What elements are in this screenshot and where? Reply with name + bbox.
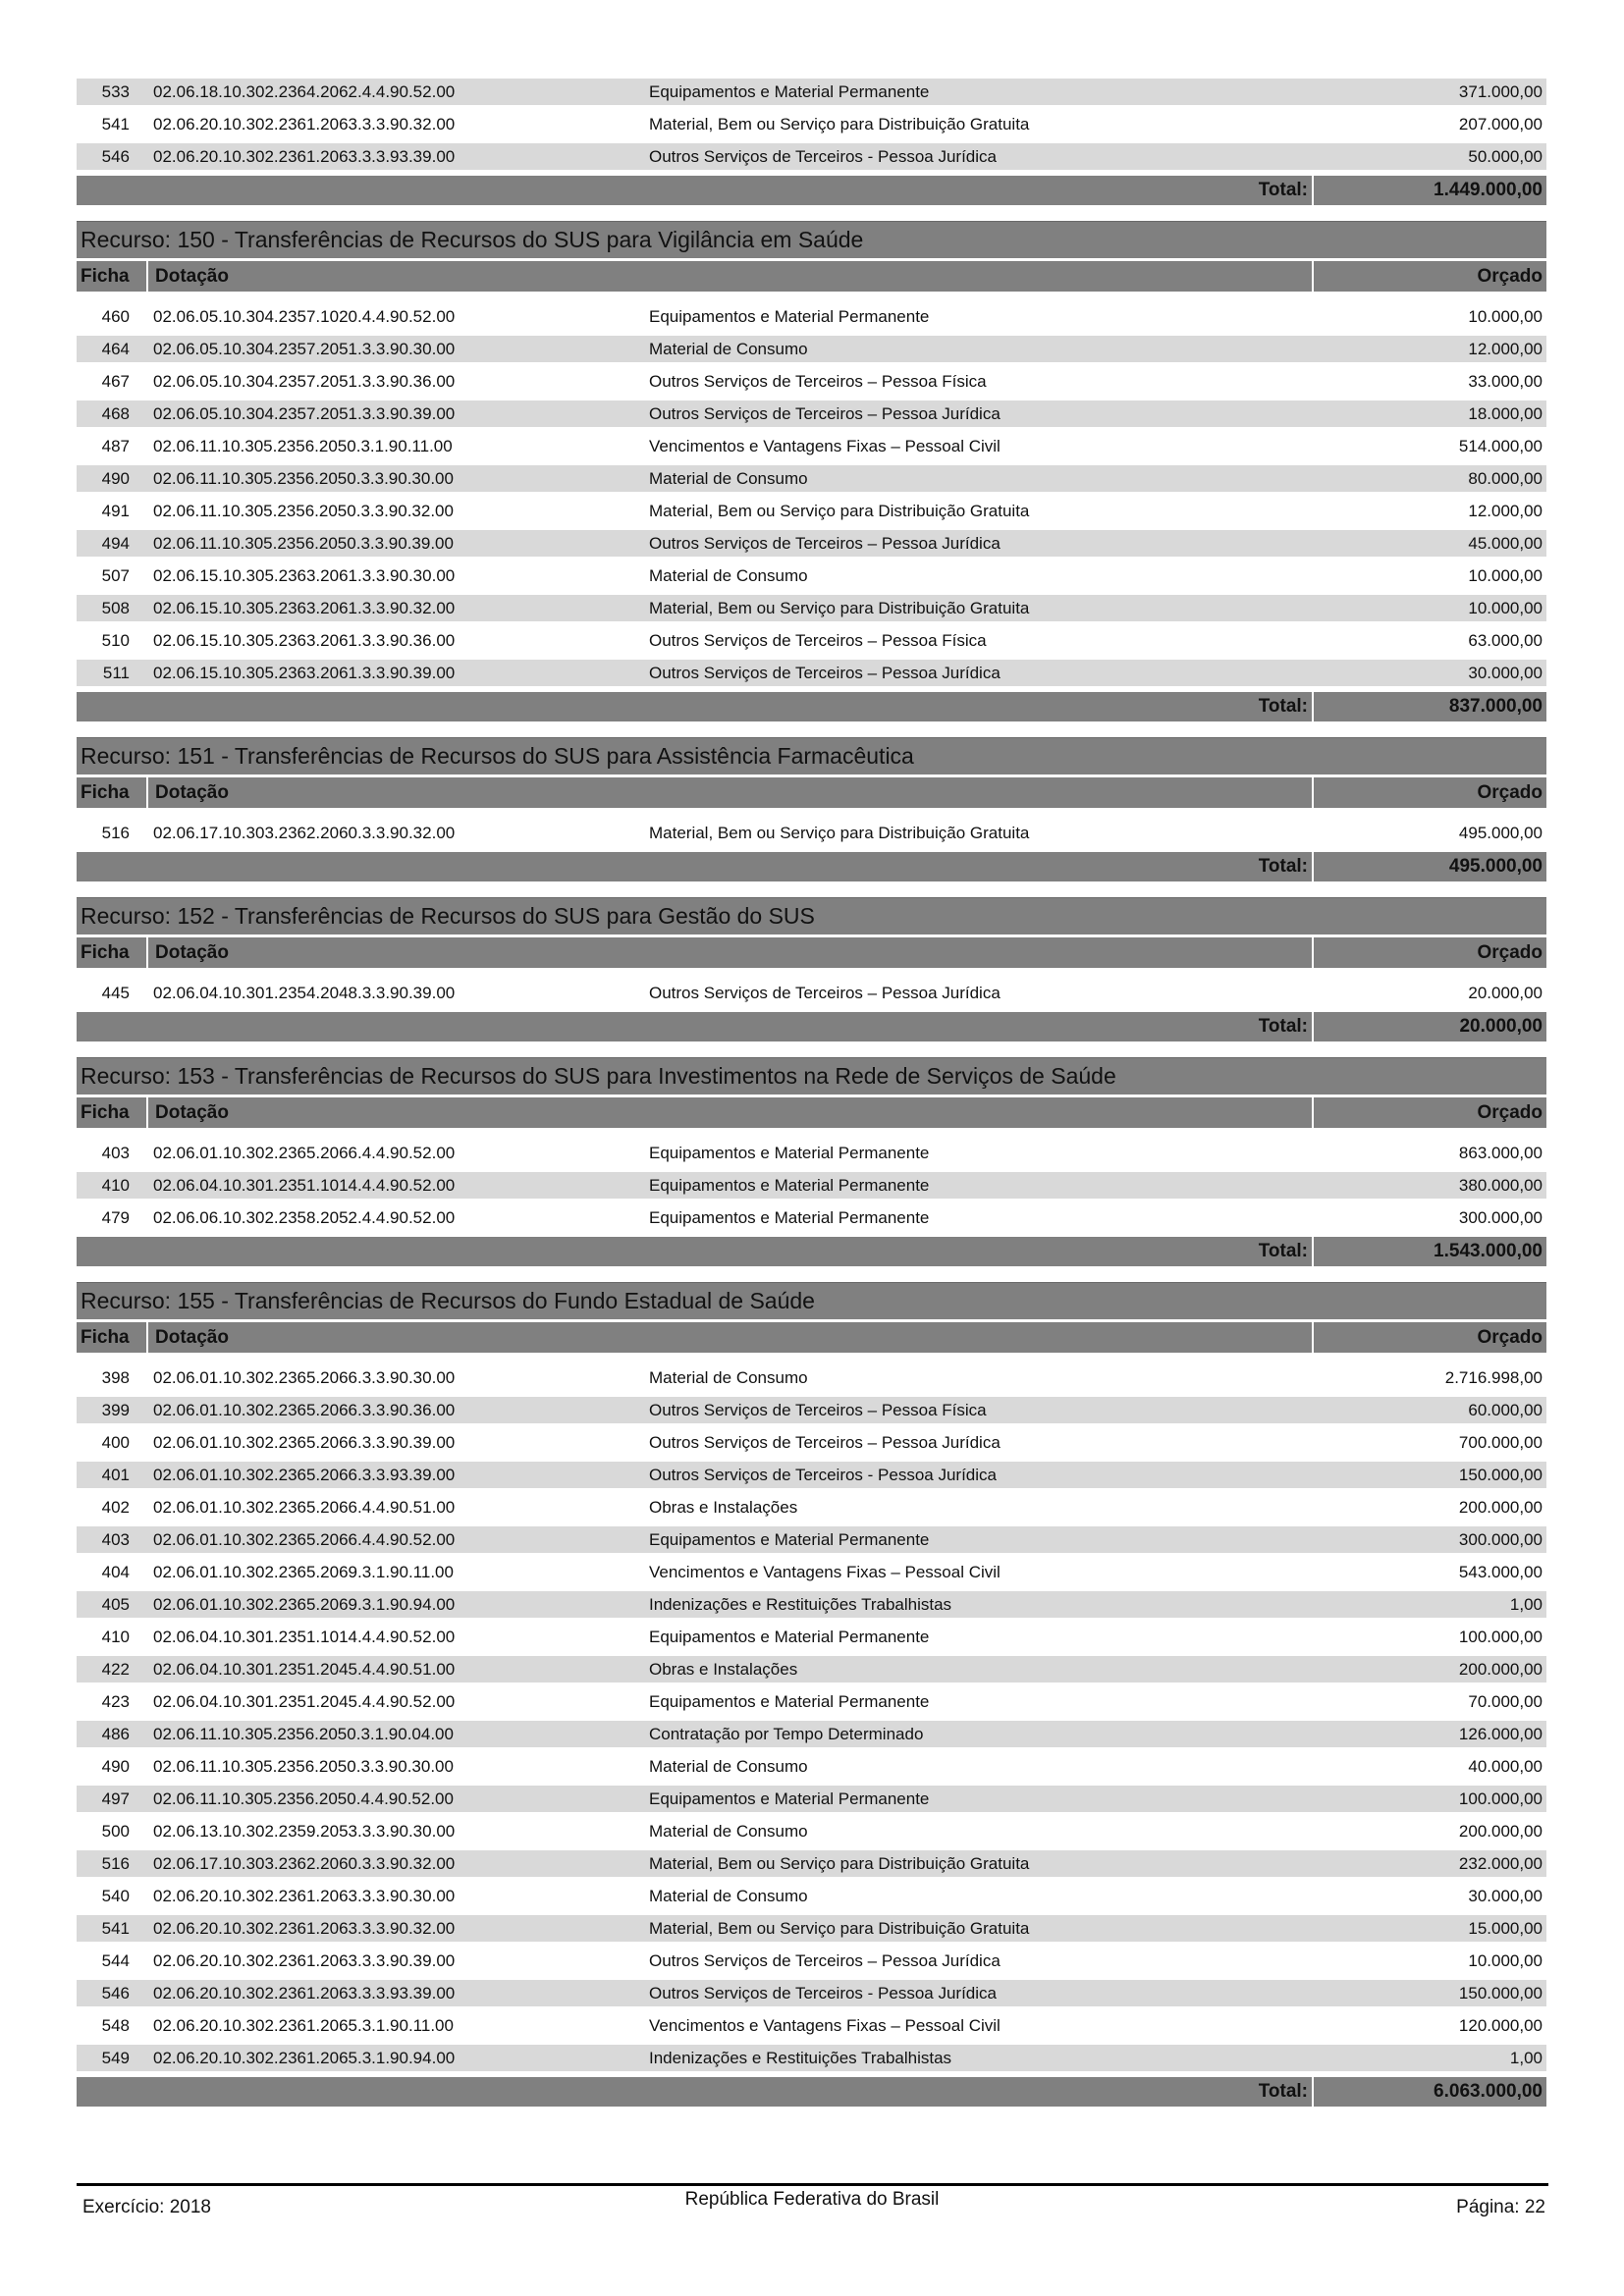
orcado-cell: 70.000,00 — [1468, 1692, 1543, 1711]
table-row — [77, 498, 1546, 524]
orcado-cell: 40.000,00 — [1468, 1757, 1543, 1776]
ficha-cell: 549 — [101, 2049, 130, 2067]
dotacao-cell: 02.06.01.10.302.2365.2066.4.4.90.52.00 — [153, 1144, 456, 1162]
recurso-name: 150 - Transferências de Recursos do SUS para Vigilância em Saúde — [177, 227, 864, 252]
dotacao-cell: 02.06.01.10.302.2365.2066.4.4.90.52.00 — [153, 1530, 456, 1549]
total-row — [77, 2077, 1546, 2107]
descricao-cell: Outros Serviços de Terceiros – Pessoa Jurídica — [649, 664, 1001, 682]
descricao-cell: Outros Serviços de Terceiros – Pessoa Jurídica — [649, 984, 1001, 1002]
total-row — [77, 692, 1546, 721]
header-orcado: Orçado — [1477, 1327, 1543, 1348]
header-orcado: Orçado — [1477, 942, 1543, 963]
ficha-cell: 541 — [101, 115, 130, 133]
dotacao-cell: 02.06.11.10.305.2356.2050.4.4.90.52.00 — [153, 1789, 454, 1808]
descricao-cell: Outros Serviços de Terceiros – Pessoa Física — [649, 631, 987, 650]
table-row — [77, 562, 1546, 589]
orcado-cell: 1,00 — [1509, 1595, 1543, 1614]
dotacao-cell: 02.06.20.10.302.2361.2063.3.3.90.39.00 — [153, 1951, 456, 1970]
descricao-cell: Obras e Instalações — [649, 1660, 798, 1679]
dotacao-cell: 02.06.11.10.305.2356.2050.3.1.90.11.00 — [153, 437, 453, 455]
ficha-cell: 491 — [101, 502, 130, 520]
recurso-prefix: Recurso: — [81, 743, 178, 769]
column-separator — [146, 1322, 148, 1353]
dotacao-cell: 02.06.17.10.303.2362.2060.3.3.90.32.00 — [153, 1854, 456, 1873]
orcado-cell: 200.000,00 — [1458, 1822, 1543, 1841]
orcado-cell: 100.000,00 — [1458, 1628, 1543, 1646]
recurso-prefix: Recurso: — [81, 1063, 178, 1089]
header-orcado: Orçado — [1477, 1102, 1543, 1123]
total-value: 1.449.000,00 — [1434, 180, 1543, 200]
total-label: Total: — [1258, 180, 1308, 200]
dotacao-cell: 02.06.20.10.302.2361.2065.3.1.90.11.00 — [153, 2016, 454, 2035]
dotacao-cell: 02.06.15.10.305.2363.2061.3.3.90.36.00 — [153, 631, 456, 650]
descricao-cell: Material, Bem ou Serviço para Distribuição Gratuita — [649, 1919, 1030, 1938]
dotacao-cell: 02.06.11.10.305.2356.2050.3.3.90.39.00 — [153, 534, 454, 553]
header-ficha: Ficha — [81, 782, 130, 803]
dotacao-cell: 02.06.11.10.305.2356.2050.3.3.90.30.00 — [153, 469, 454, 488]
total-row — [77, 1012, 1546, 1041]
table-row — [77, 595, 1546, 621]
table-row — [77, 1526, 1546, 1553]
descricao-cell: Material, Bem ou Serviço para Distribuição Gratuita — [649, 599, 1030, 617]
table-row — [77, 820, 1546, 846]
dotacao-cell: 02.06.01.10.302.2365.2069.3.1.90.94.00 — [153, 1595, 456, 1614]
header-dotacao: Dotação — [155, 1327, 229, 1348]
orcado-cell: 120.000,00 — [1458, 2016, 1543, 2035]
descricao-cell: Outros Serviços de Terceiros – Pessoa Jurídica — [649, 534, 1001, 553]
column-header — [77, 777, 1546, 808]
section-gap — [77, 881, 1546, 897]
dotacao-cell: 02.06.01.10.302.2365.2069.3.1.90.11.00 — [153, 1563, 454, 1581]
ficha-cell: 490 — [101, 1757, 130, 1776]
descricao-cell: Contratação por Tempo Determinado — [649, 1725, 924, 1743]
descricao-cell: Outros Serviços de Terceiros – Pessoa Jurídica — [649, 1951, 1001, 1970]
recurso-name: 155 - Transferências de Recursos do Fundo Estadual de Saúde — [177, 1288, 815, 1313]
ficha-cell: 516 — [101, 1854, 130, 1873]
orcado-cell: 18.000,00 — [1468, 404, 1543, 423]
ficha-cell: 490 — [101, 469, 130, 488]
table-row — [77, 530, 1546, 557]
dotacao-cell: 02.06.20.10.302.2361.2063.3.3.90.32.00 — [153, 115, 456, 133]
table-row — [77, 1721, 1546, 1747]
orcado-cell: 15.000,00 — [1468, 1919, 1543, 1938]
orcado-cell: 30.000,00 — [1468, 664, 1543, 682]
total-label: Total: — [1258, 856, 1308, 877]
dotacao-cell: 02.06.20.10.302.2361.2065.3.1.90.94.00 — [153, 2049, 456, 2067]
recurso-title — [77, 737, 1546, 774]
table-row — [77, 2012, 1546, 2039]
dotacao-cell: 02.06.11.10.305.2356.2050.3.3.90.30.00 — [153, 1757, 454, 1776]
orcado-cell: 12.000,00 — [1468, 340, 1543, 358]
orcado-cell: 543.000,00 — [1458, 1563, 1543, 1581]
ficha-cell: 510 — [101, 631, 130, 650]
header-ficha: Ficha — [81, 266, 130, 287]
descricao-cell: Equipamentos e Material Permanente — [649, 1176, 930, 1195]
orcado-cell: 10.000,00 — [1468, 599, 1543, 617]
descricao-cell: Material, Bem ou Serviço para Distribuição Gratuita — [649, 824, 1030, 842]
table-row — [77, 1688, 1546, 1715]
orcado-cell: 126.000,00 — [1458, 1725, 1543, 1743]
ficha-cell: 511 — [102, 664, 130, 682]
recurso-title — [77, 1057, 1546, 1095]
ficha-cell: 464 — [101, 340, 130, 358]
descricao-cell: Equipamentos e Material Permanente — [649, 82, 930, 101]
table-row — [77, 400, 1546, 427]
ficha-cell: 516 — [101, 824, 130, 842]
total-value: 1.543.000,00 — [1434, 1241, 1543, 1261]
column-header — [77, 261, 1546, 292]
dotacao-cell: 02.06.01.10.302.2365.2066.4.4.90.51.00 — [153, 1498, 456, 1517]
ficha-cell: 507 — [101, 566, 130, 585]
table-row — [77, 1948, 1546, 1974]
ficha-cell: 404 — [101, 1563, 130, 1581]
orcado-cell: 700.000,00 — [1458, 1433, 1543, 1452]
footer-title: República Federativa do Brasil — [684, 2189, 940, 2210]
total-value: 837.000,00 — [1448, 696, 1543, 717]
ficha-cell: 467 — [101, 372, 130, 391]
dotacao-cell: 02.06.05.10.304.2357.2051.3.3.90.30.00 — [153, 340, 456, 358]
dotacao-cell: 02.06.05.10.304.2357.1020.4.4.90.52.00 — [153, 307, 456, 326]
footer-page-number: Página: 22 — [1456, 2197, 1545, 2217]
descricao-cell: Vencimentos e Vantagens Fixas – Pessoal Civil — [649, 2016, 1001, 2035]
descricao-cell: Equipamentos e Material Permanente — [649, 1208, 930, 1227]
ficha-cell: 479 — [101, 1208, 130, 1227]
descricao-cell: Equipamentos e Material Permanente — [649, 307, 930, 326]
descricao-cell: Outros Serviços de Terceiros – Pessoa Física — [649, 1401, 987, 1419]
orcado-cell: 380.000,00 — [1458, 1176, 1543, 1195]
column-separator — [1312, 1322, 1314, 1353]
total-row — [77, 176, 1546, 205]
orcado-cell: 80.000,00 — [1468, 469, 1543, 488]
orcado-cell: 207.000,00 — [1458, 115, 1543, 133]
ficha-cell: 399 — [101, 1401, 130, 1419]
descricao-cell: Outros Serviços de Terceiros - Pessoa Jurídica — [649, 1984, 997, 2002]
total-label: Total: — [1258, 1016, 1308, 1037]
descricao-cell: Vencimentos e Vantagens Fixas – Pessoal Civil — [649, 437, 1001, 455]
column-separator — [1312, 937, 1314, 968]
table-row — [77, 627, 1546, 654]
table-row — [77, 303, 1546, 330]
table-row — [77, 660, 1546, 686]
table-row — [77, 1172, 1546, 1199]
orcado-cell: 200.000,00 — [1458, 1660, 1543, 1679]
column-header — [77, 937, 1546, 968]
orcado-cell: 12.000,00 — [1468, 502, 1543, 520]
total-value: 6.063.000,00 — [1434, 2081, 1543, 2102]
orcado-cell: 10.000,00 — [1468, 307, 1543, 326]
header-orcado: Orçado — [1477, 782, 1543, 803]
header-ficha: Ficha — [81, 942, 130, 963]
dotacao-cell: 02.06.20.10.302.2361.2063.3.3.90.30.00 — [153, 1887, 456, 1905]
descricao-cell: Equipamentos e Material Permanente — [649, 1692, 930, 1711]
descricao-cell: Vencimentos e Vantagens Fixas – Pessoal Civil — [649, 1563, 1001, 1581]
table-row — [77, 1462, 1546, 1488]
orcado-cell: 150.000,00 — [1458, 1984, 1543, 2002]
descricao-cell: Material de Consumo — [649, 566, 808, 585]
descricao-cell: Outros Serviços de Terceiros - Pessoa Jurídica — [649, 1466, 997, 1484]
table-row — [77, 2045, 1546, 2071]
table-row — [77, 111, 1546, 137]
orcado-cell: 371.000,00 — [1458, 82, 1543, 101]
descricao-cell: Outros Serviços de Terceiros – Pessoa Jurídica — [649, 404, 1001, 423]
recurso-section — [77, 205, 1546, 721]
orcado-cell: 2.716.998,00 — [1444, 1368, 1543, 1387]
table-row — [77, 1364, 1546, 1391]
recurso-section — [77, 1041, 1546, 1266]
dotacao-cell: 02.06.20.10.302.2361.2063.3.3.93.39.00 — [153, 147, 456, 166]
table-row — [77, 433, 1546, 459]
ficha-cell: 400 — [101, 1433, 130, 1452]
dotacao-cell: 02.06.01.10.302.2365.2066.3.3.90.36.00 — [153, 1401, 456, 1419]
descricao-cell: Equipamentos e Material Permanente — [649, 1628, 930, 1646]
table-row — [77, 1624, 1546, 1650]
ficha-cell: 548 — [101, 2016, 130, 2035]
table-row — [77, 1559, 1546, 1585]
ficha-cell: 533 — [101, 82, 130, 101]
table-row — [77, 1494, 1546, 1521]
section-gap — [77, 1041, 1546, 1057]
table-row — [77, 1818, 1546, 1844]
total-row — [77, 1237, 1546, 1266]
recurso-name: 152 - Transferências de Recursos do SUS para Gestão do SUS — [177, 903, 815, 929]
descricao-cell: Material de Consumo — [649, 469, 808, 488]
table-row — [77, 1429, 1546, 1456]
total-value: 495.000,00 — [1448, 856, 1543, 877]
dotacao-cell: 02.06.01.10.302.2365.2066.3.3.93.39.00 — [153, 1466, 456, 1484]
header-ficha: Ficha — [81, 1327, 130, 1348]
recurso-title — [77, 221, 1546, 258]
column-separator — [1312, 1237, 1314, 1266]
descricao-cell: Material de Consumo — [649, 1757, 808, 1776]
descricao-cell: Material de Consumo — [649, 1822, 808, 1841]
dotacao-cell: 02.06.05.10.304.2357.2051.3.3.90.36.00 — [153, 372, 456, 391]
ficha-cell: 405 — [101, 1595, 130, 1614]
orcado-cell: 50.000,00 — [1468, 147, 1543, 166]
footer-exercicio: Exercício: 2018 — [82, 2197, 211, 2217]
orcado-cell: 33.000,00 — [1468, 372, 1543, 391]
orcado-cell: 1,00 — [1509, 2049, 1543, 2067]
descricao-cell: Equipamentos e Material Permanente — [649, 1144, 930, 1162]
header-orcado: Orçado — [1477, 266, 1543, 287]
table-row — [77, 143, 1546, 170]
orcado-cell: 200.000,00 — [1458, 1498, 1543, 1517]
ficha-cell: 445 — [101, 984, 130, 1002]
column-separator — [1312, 1012, 1314, 1041]
descricao-cell: Equipamentos e Material Permanente — [649, 1789, 930, 1808]
ficha-cell: 398 — [101, 1368, 130, 1387]
table-row — [77, 1753, 1546, 1780]
dotacao-cell: 02.06.13.10.302.2359.2053.3.3.90.30.00 — [153, 1822, 456, 1841]
ficha-cell: 401 — [101, 1466, 130, 1484]
table-row — [77, 336, 1546, 362]
header-dotacao: Dotação — [155, 782, 229, 803]
orcado-cell: 150.000,00 — [1458, 1466, 1543, 1484]
dotacao-cell: 02.06.01.10.302.2365.2066.3.3.90.30.00 — [153, 1368, 456, 1387]
dotacao-cell: 02.06.04.10.301.2351.2045.4.4.90.52.00 — [153, 1692, 456, 1711]
total-label: Total: — [1258, 696, 1308, 717]
table-row — [77, 1591, 1546, 1618]
ficha-cell: 410 — [101, 1628, 130, 1646]
ficha-cell: 494 — [101, 534, 130, 553]
ficha-cell: 460 — [101, 307, 130, 326]
ficha-cell: 403 — [101, 1530, 130, 1549]
recurso-sections — [77, 205, 1546, 2107]
descricao-cell: Material de Consumo — [649, 340, 808, 358]
header-dotacao: Dotação — [155, 266, 229, 287]
column-separator — [146, 1097, 148, 1128]
dotacao-cell: 02.06.01.10.302.2365.2066.3.3.90.39.00 — [153, 1433, 456, 1452]
orcado-cell: 300.000,00 — [1458, 1208, 1543, 1227]
dotacao-cell: 02.06.06.10.302.2358.2052.4.4.90.52.00 — [153, 1208, 456, 1227]
column-separator — [1312, 777, 1314, 808]
dotacao-cell: 02.06.11.10.305.2356.2050.3.1.90.04.00 — [153, 1725, 454, 1743]
dotacao-cell: 02.06.18.10.302.2364.2062.4.4.90.52.00 — [153, 82, 456, 101]
dotacao-cell: 02.06.15.10.305.2363.2061.3.3.90.30.00 — [153, 566, 456, 585]
descricao-cell: Material, Bem ou Serviço para Distribuição Gratuita — [649, 502, 1030, 520]
dotacao-cell: 02.06.04.10.301.2351.2045.4.4.90.51.00 — [153, 1660, 456, 1679]
footer-divider — [77, 2183, 1548, 2186]
ficha-cell: 544 — [101, 1951, 130, 1970]
descricao-cell: Material de Consumo — [649, 1887, 808, 1905]
column-header — [77, 1097, 1546, 1128]
ficha-cell: 403 — [101, 1144, 130, 1162]
header-ficha: Ficha — [81, 1102, 130, 1123]
orcado-cell: 495.000,00 — [1458, 824, 1543, 842]
column-separator — [1312, 2077, 1314, 2107]
table-row — [77, 1786, 1546, 1812]
ficha-cell: 500 — [101, 1822, 130, 1841]
ficha-cell: 422 — [101, 1660, 130, 1679]
ficha-cell: 497 — [101, 1789, 130, 1808]
recurso-name: 153 - Transferências de Recursos do SUS para Investimentos na Rede de Serviços de Saúde — [177, 1063, 1116, 1089]
orcado-cell: 232.000,00 — [1458, 1854, 1543, 1873]
dotacao-cell: 02.06.11.10.305.2356.2050.3.3.90.32.00 — [153, 502, 454, 520]
section-gap — [77, 721, 1546, 737]
table-row — [77, 980, 1546, 1006]
recurso-section — [77, 1266, 1546, 2107]
recurso-section — [77, 881, 1546, 1041]
dotacao-cell: 02.06.04.10.301.2351.1014.4.4.90.52.00 — [153, 1176, 456, 1195]
table-row — [77, 368, 1546, 395]
orcado-cell: 514.000,00 — [1458, 437, 1543, 455]
orcado-cell: 300.000,00 — [1458, 1530, 1543, 1549]
ficha-cell: 423 — [101, 1692, 130, 1711]
table-row — [77, 1204, 1546, 1231]
continued-section — [77, 79, 1546, 205]
column-separator — [1312, 261, 1314, 292]
orcado-cell: 863.000,00 — [1458, 1144, 1543, 1162]
column-separator — [146, 261, 148, 292]
dotacao-cell: 02.06.17.10.303.2362.2060.3.3.90.32.00 — [153, 824, 456, 842]
descricao-cell: Indenizações e Restituições Trabalhistas — [649, 1595, 952, 1614]
ficha-cell: 486 — [101, 1725, 130, 1743]
orcado-cell: 45.000,00 — [1468, 534, 1543, 553]
column-separator — [1312, 176, 1314, 205]
total-label: Total: — [1258, 1241, 1308, 1261]
orcado-cell: 20.000,00 — [1468, 984, 1543, 1002]
table-row — [77, 1883, 1546, 1909]
table-row — [77, 465, 1546, 492]
table-row — [77, 1140, 1546, 1166]
ficha-cell: 487 — [101, 437, 130, 455]
total-label: Total: — [1258, 2081, 1308, 2102]
column-separator — [146, 777, 148, 808]
descricao-cell: Equipamentos e Material Permanente — [649, 1530, 930, 1549]
dotacao-cell: 02.06.20.10.302.2361.2063.3.3.93.39.00 — [153, 1984, 456, 2002]
orcado-cell: 63.000,00 — [1468, 631, 1543, 650]
ficha-cell: 508 — [101, 599, 130, 617]
header-dotacao: Dotação — [155, 1102, 229, 1123]
dotacao-cell: 02.06.20.10.302.2361.2063.3.3.90.32.00 — [153, 1919, 456, 1938]
orcado-cell: 10.000,00 — [1468, 566, 1543, 585]
descricao-cell: Material, Bem ou Serviço para Distribuição Gratuita — [649, 1854, 1030, 1873]
ficha-cell: 468 — [101, 404, 130, 423]
ficha-cell: 540 — [101, 1887, 130, 1905]
recurso-prefix: Recurso: — [81, 227, 178, 252]
orcado-cell: 30.000,00 — [1468, 1887, 1543, 1905]
orcado-cell: 60.000,00 — [1468, 1401, 1543, 1419]
total-value: 20.000,00 — [1459, 1016, 1543, 1037]
orcado-cell: 100.000,00 — [1458, 1789, 1543, 1808]
dotacao-cell: 02.06.15.10.305.2363.2061.3.3.90.32.00 — [153, 599, 456, 617]
table-row — [77, 1397, 1546, 1423]
descricao-cell: Material de Consumo — [649, 1368, 808, 1387]
descricao-cell: Material, Bem ou Serviço para Distribuição Gratuita — [649, 115, 1030, 133]
dotacao-cell: 02.06.05.10.304.2357.2051.3.3.90.39.00 — [153, 404, 456, 423]
ficha-cell: 546 — [101, 147, 130, 166]
descricao-cell: Outros Serviços de Terceiros – Pessoa Jurídica — [649, 1433, 1001, 1452]
budget-report — [77, 79, 1546, 2107]
table-row — [77, 1915, 1546, 1942]
descricao-cell: Outros Serviços de Terceiros - Pessoa Jurídica — [649, 147, 997, 166]
header-dotacao: Dotação — [155, 942, 229, 963]
table-row — [77, 1850, 1546, 1877]
recurso-section — [77, 721, 1546, 881]
orcado-cell: 10.000,00 — [1468, 1951, 1543, 1970]
recurso-prefix: Recurso: — [81, 903, 178, 929]
recurso-title — [77, 897, 1546, 934]
recurso-name: 151 - Transferências de Recursos do SUS para Assistência Farmacêutica — [177, 743, 914, 769]
dotacao-cell: 02.06.15.10.305.2363.2061.3.3.90.39.00 — [153, 664, 456, 682]
section-gap — [77, 1266, 1546, 1282]
descricao-cell: Obras e Instalações — [649, 1498, 798, 1517]
descricao-cell: Indenizações e Restituições Trabalhistas — [649, 2049, 952, 2067]
recurso-title — [77, 1282, 1546, 1319]
table-row — [77, 79, 1546, 105]
column-header — [77, 1322, 1546, 1353]
table-row — [77, 1980, 1546, 2006]
ficha-cell: 402 — [101, 1498, 130, 1517]
column-separator — [1312, 852, 1314, 881]
dotacao-cell: 02.06.04.10.301.2351.1014.4.4.90.52.00 — [153, 1628, 456, 1646]
total-row — [77, 852, 1546, 881]
column-separator — [146, 937, 148, 968]
column-separator — [1312, 692, 1314, 721]
recurso-prefix: Recurso: — [81, 1288, 178, 1313]
table-row — [77, 1656, 1546, 1682]
dotacao-cell: 02.06.04.10.301.2354.2048.3.3.90.39.00 — [153, 984, 456, 1002]
ficha-cell: 546 — [101, 1984, 130, 2002]
column-separator — [1312, 1097, 1314, 1128]
descricao-cell: Outros Serviços de Terceiros – Pessoa Física — [649, 372, 987, 391]
section-gap — [77, 205, 1546, 221]
ficha-cell: 541 — [101, 1919, 130, 1938]
ficha-cell: 410 — [101, 1176, 130, 1195]
